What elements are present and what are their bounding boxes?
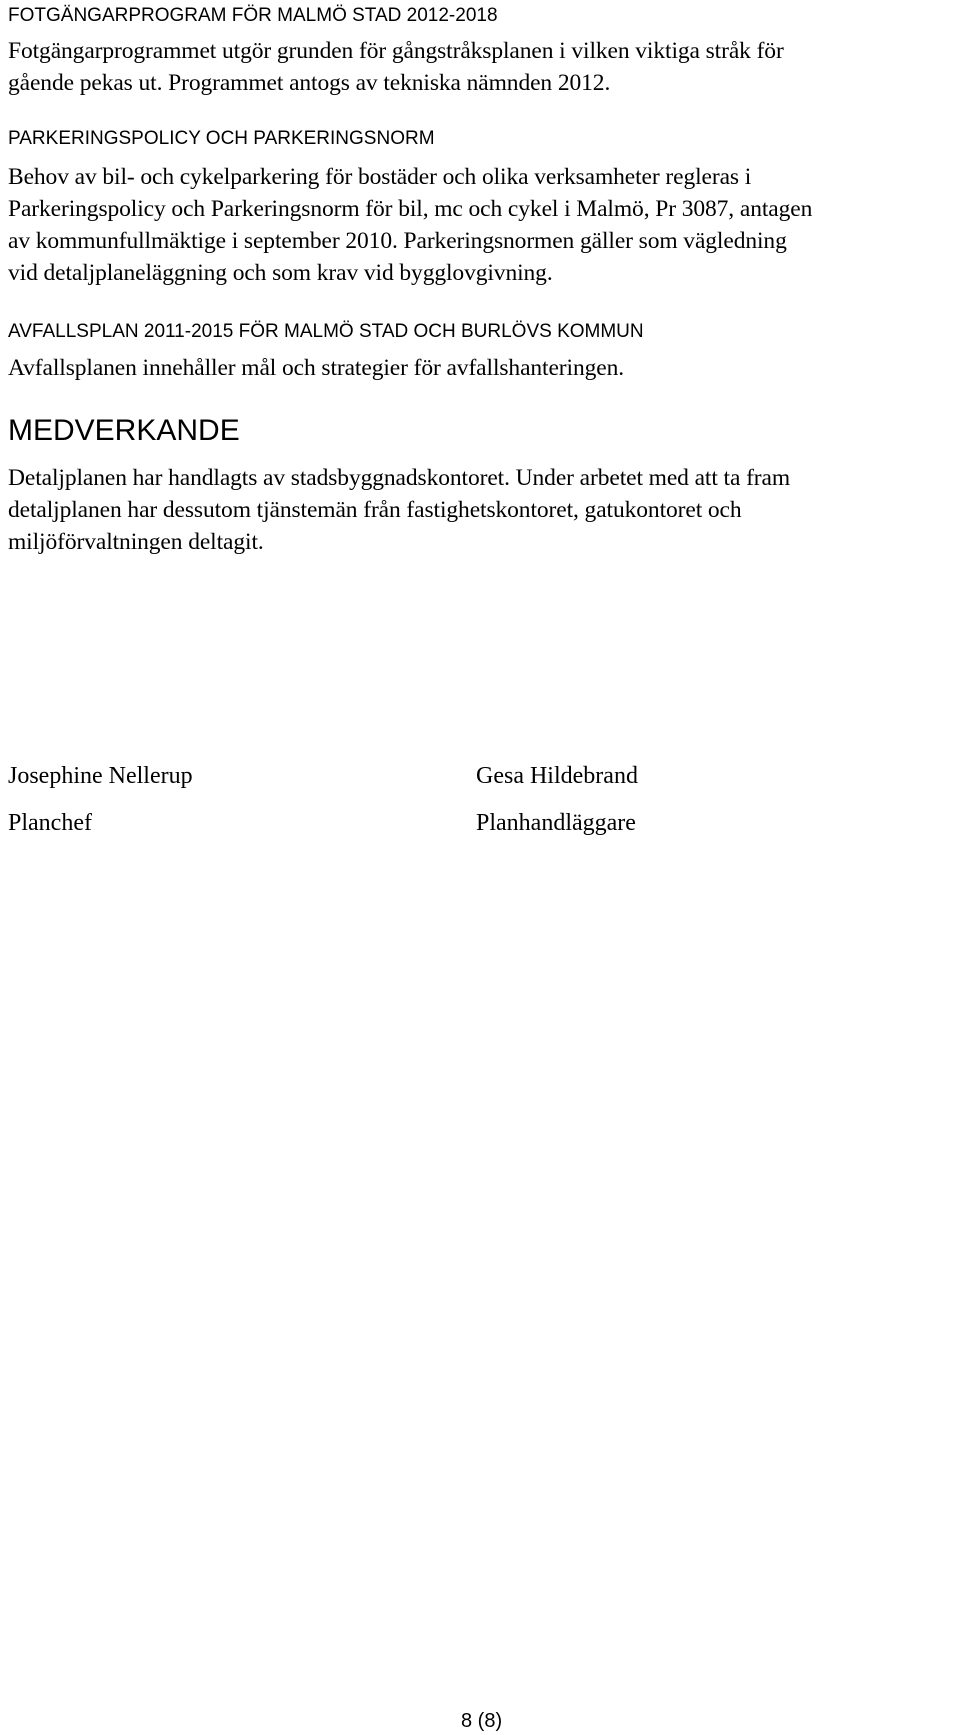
section-text-medverkande [8,462,960,558]
signature-name: Josephine Nellerup [8,763,193,789]
section-heading-parkeringspolicy: PARKERINGSPOLICY OCH PARKERINGSNORM [8,128,435,149]
text-line: miljöförvaltningen deltagit. [8,529,264,555]
text-line: Detaljplanen har handlagts av stadsbyggnadskontoret. Under arbetet med att ta fram [8,465,791,491]
signature-title: Planhandläggare [476,810,636,836]
text-line: vid detaljplaneläggning och som krav vid bygglovgivning. [8,260,553,286]
text-line: av kommunfullmäktige i september 2010. Parkeringsnormen gäller som vägledning [8,228,787,254]
signature-name: Gesa Hildebrand [476,763,638,789]
section-text-parkeringspolicy [8,161,960,289]
text-line: gående pekas ut. Programmet antogs av tekniska nämnden 2012. [8,70,611,96]
section-heading-avfallsplan: AVFALLSPLAN 2011-2015 FÖR MALMÖ STAD OCH BURLÖVS KOMMUN [8,321,644,342]
section-heading-medverkande: MEDVERKANDE [8,414,240,447]
signature-title: Planchef [8,810,92,836]
section-text-avfallsplan [8,352,960,384]
section-heading-fotgangarprogram: FOTGÄNGARPROGRAM FÖR MALMÖ STAD 2012-2018 [8,5,498,26]
text-line: Parkeringspolicy och Parkeringsnorm för bil, mc och cykel i Malmö, Pr 3087, antagen [8,196,813,222]
text-line: detaljplanen har dessutom tjänstemän från fastighetskontoret, gatukontoret och [8,497,742,523]
section-text-fotgangarprogram [8,35,960,99]
page-number: 8 (8) [461,1710,503,1732]
text-line: Fotgängarprogrammet utgör grunden för gångstråksplanen i vilken viktiga stråk för [8,38,784,64]
text-line: Avfallsplanen innehåller mål och strategier för avfallshanteringen. [8,355,625,381]
text-line: Behov av bil- och cykelparkering för bostäder och olika verksamheter regleras i [8,164,752,190]
